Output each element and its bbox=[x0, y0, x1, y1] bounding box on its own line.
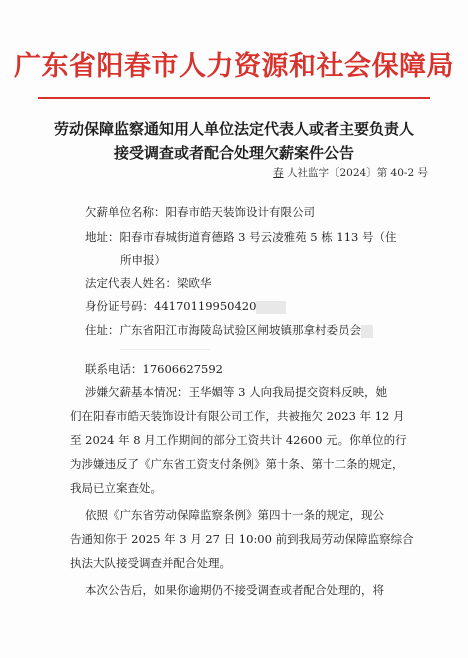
id-number-field bbox=[85, 294, 286, 318]
notice-line1: 依照《广东省劳动保障监察条例》第四十一条的规定，现公 bbox=[85, 508, 384, 522]
phone-label: 联系电话： bbox=[85, 362, 143, 376]
address-continued bbox=[120, 248, 166, 272]
agency-letterhead: 广东省阳春市人力资源和社会保障局 bbox=[14, 51, 454, 82]
legal-rep-label: 法定代表人姓名： bbox=[85, 276, 177, 290]
phone-value: 17606627592 bbox=[142, 362, 223, 376]
legal-rep-field bbox=[85, 271, 212, 295]
notice-line2: 告通知你于 2025 年 3 月 27 日 10:00 前到我局劳动保障监察综合 bbox=[70, 532, 414, 546]
residence-continued bbox=[120, 340, 210, 350]
legal-rep-value: 梁欧华 bbox=[177, 276, 212, 290]
address-field bbox=[85, 225, 397, 249]
case-summary-line2: 们在阳春市皓天装饰设计有限公司工作，共被拖欠 2023 年 12 月 bbox=[70, 409, 405, 423]
employer-label: 欠薪单位名称： bbox=[85, 205, 166, 219]
address-label: 地址： bbox=[85, 230, 120, 244]
address-value-line2: 所申报） bbox=[120, 253, 166, 267]
phone-field bbox=[85, 357, 223, 381]
id-number-label: 身份证号码： bbox=[85, 299, 154, 313]
case-summary-line3: 至 2024 年 8 月工作期间的部分工资共计 42600 元。你单位的行 bbox=[70, 433, 407, 447]
id-number-value: 44170119950420 bbox=[154, 299, 257, 313]
id-redaction bbox=[256, 301, 286, 314]
residence-field bbox=[85, 318, 373, 342]
employer-field bbox=[85, 200, 315, 224]
case-summary-line1: 涉嫌欠薪基本情况：王华媚等 3 人向我局提交资料反映，她 bbox=[85, 385, 388, 399]
employer-value: 阳春市皓天装饰设计有限公司 bbox=[165, 205, 315, 219]
residence-redaction bbox=[361, 325, 373, 338]
document-number bbox=[273, 165, 428, 180]
document-title-line1: 劳动保障监察通知用人单位法定代表人或者主要负责人 bbox=[53, 120, 414, 138]
residence-value: 广东省阳江市海陵岛试验区闸坡镇那拿村委员会 bbox=[119, 323, 361, 337]
document-title-line2: 接受调查或者配合处理欠薪案件公告 bbox=[113, 144, 354, 162]
document-number-prefix: 春 bbox=[273, 167, 284, 179]
case-summary-line5: 我局已立案查处。 bbox=[70, 481, 162, 495]
warning-line1: 本次公告后，如果你逾期仍不接受调查或者配合处理的，将 bbox=[85, 583, 384, 597]
residence-redaction-line2 bbox=[120, 349, 210, 350]
letterhead-rule bbox=[38, 97, 430, 99]
document-number-body: 人社监字〔2024〕第 40-2 号 bbox=[287, 167, 428, 179]
case-summary-line4: 为涉嫌违反了《广东省工资支付条例》第十条、第十二条的规定， bbox=[70, 457, 404, 471]
residence-label: 住址： bbox=[85, 323, 120, 337]
notice-line3: 执法大队接受调查并配合处理。 bbox=[70, 556, 231, 570]
address-value-line1: 阳春市春城街道育德路 3 号云凌雅苑 5 栋 113 号（住 bbox=[119, 230, 397, 244]
